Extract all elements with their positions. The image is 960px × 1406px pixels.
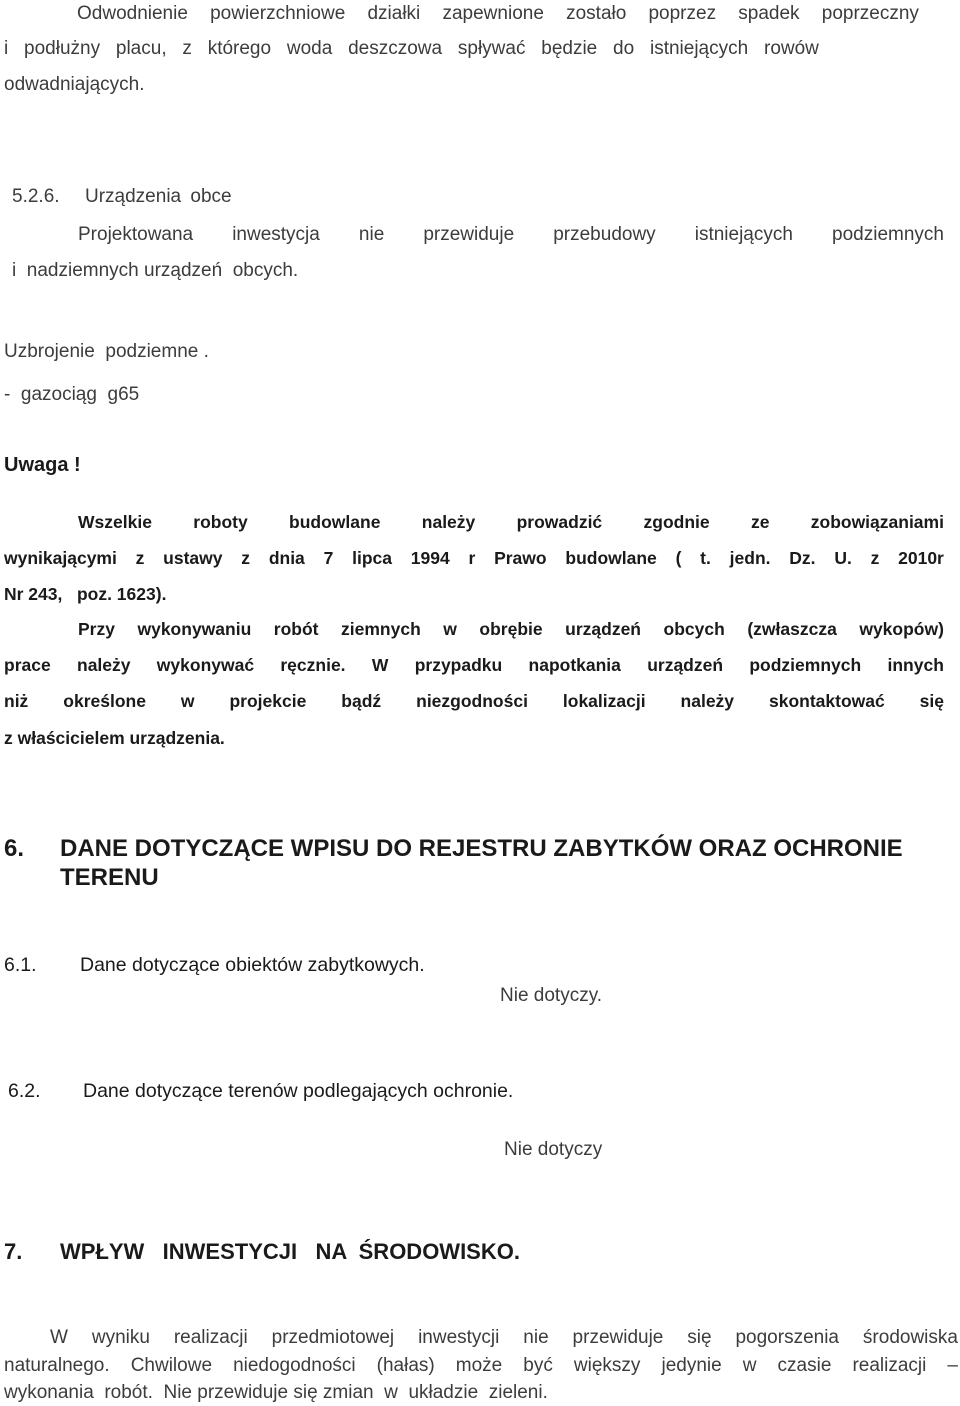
word: zgodnie (643, 512, 710, 532)
word: przewiduje (572, 1327, 664, 1348)
word: będzie (541, 38, 598, 59)
notice-title: Uwaga ! (4, 454, 81, 476)
word: może (455, 1355, 503, 1376)
word: podziemnych (749, 655, 862, 675)
word: napotkania (528, 655, 621, 675)
word: niż (4, 691, 29, 711)
word: deszczowa (348, 38, 443, 59)
drainage-line-1 (77, 4, 919, 23)
word: roboty (193, 512, 248, 532)
word: przedmiotowej (271, 1327, 395, 1348)
word: (hałas) (376, 1355, 435, 1376)
word: czasie (777, 1355, 832, 1376)
word: Wszelkie (78, 512, 152, 532)
word: podłużny (24, 38, 101, 59)
word: ręcznie. (280, 655, 346, 675)
word: r (468, 548, 476, 568)
word: Dz. (789, 548, 816, 568)
word: projekcie (229, 691, 307, 711)
word: ze (750, 512, 770, 532)
word: inwestycji (418, 1327, 500, 1348)
word: Chwilowe (130, 1355, 213, 1376)
word: robót (273, 619, 319, 639)
word: nie (358, 224, 385, 245)
word: prowadzić (516, 512, 603, 532)
word: dnia (268, 548, 305, 568)
word: woda (286, 38, 333, 59)
word: urządzeń (565, 619, 642, 639)
notice-p1-line-3: Nr 243, poz. 1623). (4, 584, 167, 604)
word: 7 (323, 548, 334, 568)
word: i (4, 38, 9, 59)
section-62-number: 6.2. (8, 1080, 41, 1102)
notice-p1-line-2 (4, 550, 944, 568)
word: skontaktować (768, 691, 885, 711)
section-6-number: 6. (4, 835, 25, 862)
drainage-line-2 (4, 39, 819, 58)
word: naturalnego. (4, 1355, 110, 1376)
word: obcych (663, 619, 725, 639)
word: ustawy (163, 548, 223, 568)
word: określone (63, 691, 146, 711)
word: istniejących (649, 38, 749, 59)
word: realizacji (173, 1327, 248, 1348)
word: Projektowana (78, 224, 194, 245)
word: z (182, 38, 192, 59)
section-7-number: 7. (4, 1239, 23, 1264)
word: ( (675, 548, 682, 568)
word: (zwłaszcza (747, 619, 837, 639)
word: bądź (341, 691, 382, 711)
word: 2010r (898, 548, 944, 568)
word: spływać (457, 38, 526, 59)
section-61-title: Dane dotyczące obiektów zabytkowych. (80, 954, 425, 976)
word: pogorszenia (735, 1327, 840, 1348)
section-61-number: 6.1. (4, 954, 37, 976)
word: wyniku (91, 1327, 150, 1348)
word: niezgodności (416, 691, 528, 711)
word: przebudowy (553, 224, 656, 245)
word: wynikającymi (4, 548, 117, 568)
word: z (135, 548, 145, 568)
word: – (947, 1355, 958, 1376)
word: wykonywaniu (137, 619, 252, 639)
word: Prawo (494, 548, 547, 568)
notice-p2-line-4: z właścicielem urządzenia. (4, 728, 225, 748)
word: lokalizacji (562, 691, 646, 711)
word: Odwodnienie (77, 3, 188, 24)
word: większy (573, 1355, 641, 1376)
word: zobowiązaniami (810, 512, 944, 532)
word: środowiska (862, 1327, 958, 1348)
section-526-number: 5.2.6. (12, 186, 60, 207)
drainage-line-3: odwadniających. (4, 74, 145, 95)
section-526-title: Urządzenia obce (85, 186, 232, 207)
word: obrębie (479, 619, 543, 639)
word: lipca (352, 548, 392, 568)
word: w (742, 1355, 757, 1376)
section-61-value: Nie dotyczy. (500, 985, 603, 1006)
word: należy (421, 512, 476, 532)
word: wykopów) (859, 619, 944, 639)
word: z (870, 548, 880, 568)
word: rowów (764, 38, 819, 59)
word: innych (887, 655, 944, 675)
word: W (50, 1327, 68, 1348)
section-526-line-1 (78, 225, 944, 244)
word: którego (207, 38, 272, 59)
word: przewiduje (423, 224, 515, 245)
word: działki (367, 3, 421, 24)
section-526-line-2: i nadziemnych urządzeń obcych. (12, 260, 299, 281)
word: Przy (78, 619, 115, 639)
word: w (180, 691, 195, 711)
word: t. (700, 548, 711, 568)
section-6-title-line-1: DANE DOTYCZĄCE WPISU DO REJESTRU ZABYTKÓW ORAZ OCHRONIE (60, 835, 903, 862)
word: spadek (738, 3, 800, 24)
word: należy (77, 655, 131, 675)
word: ziemnych (341, 619, 421, 639)
word: zapewnione (442, 3, 544, 24)
word: przypadku (414, 655, 503, 675)
word: jedn. (729, 548, 771, 568)
section-7-line-1 (50, 1328, 958, 1347)
section-6-title-line-2: TERENU (60, 864, 159, 891)
word: poprzez (648, 3, 717, 24)
word: niedogodności (233, 1355, 356, 1376)
section-7-line-3: wykonania robót. Nie przewiduje się zmian w układzie zieleni. (4, 1382, 548, 1403)
word: budowlane (565, 548, 657, 568)
section-62-value: Nie dotyczy (504, 1139, 603, 1160)
word: należy (680, 691, 735, 711)
word: się (919, 691, 944, 711)
word: być (523, 1355, 553, 1376)
word: realizacji (852, 1355, 927, 1376)
word: U. (834, 548, 852, 568)
word: jedynie (661, 1355, 722, 1376)
notice-p2-line-3 (4, 693, 944, 711)
word: zostało (566, 3, 627, 24)
word: do (613, 38, 635, 59)
notice-p2-line-2 (4, 657, 944, 675)
word: wykonywać (156, 655, 255, 675)
word: istniejących (694, 224, 793, 245)
word: urządzeń (647, 655, 724, 675)
word: nie (523, 1327, 549, 1348)
section-7-line-2 (4, 1356, 958, 1375)
word: budowlane (289, 512, 381, 532)
section-62-title: Dane dotyczące terenów podlegających ochronie. (83, 1080, 514, 1102)
word: 1994 (410, 548, 450, 568)
section-7-title: WPŁYW INWESTYCJI NA ŚRODOWISKO. (60, 1239, 520, 1264)
word: się (687, 1327, 712, 1348)
notice-p1-line-1 (78, 514, 944, 532)
notice-p2-line-1 (78, 621, 944, 639)
word: w (443, 619, 457, 639)
word: inwestycja (232, 224, 320, 245)
underground-item: - gazociąg g65 (4, 384, 140, 405)
word: prace (4, 655, 51, 675)
word: z (241, 548, 251, 568)
word: placu, (115, 38, 167, 59)
word: powierzchniowe (210, 3, 346, 24)
underground-label: Uzbrojenie podziemne . (4, 341, 209, 362)
word: poprzeczny (821, 3, 919, 24)
word: W (371, 655, 389, 675)
word: podziemnych (832, 224, 944, 245)
